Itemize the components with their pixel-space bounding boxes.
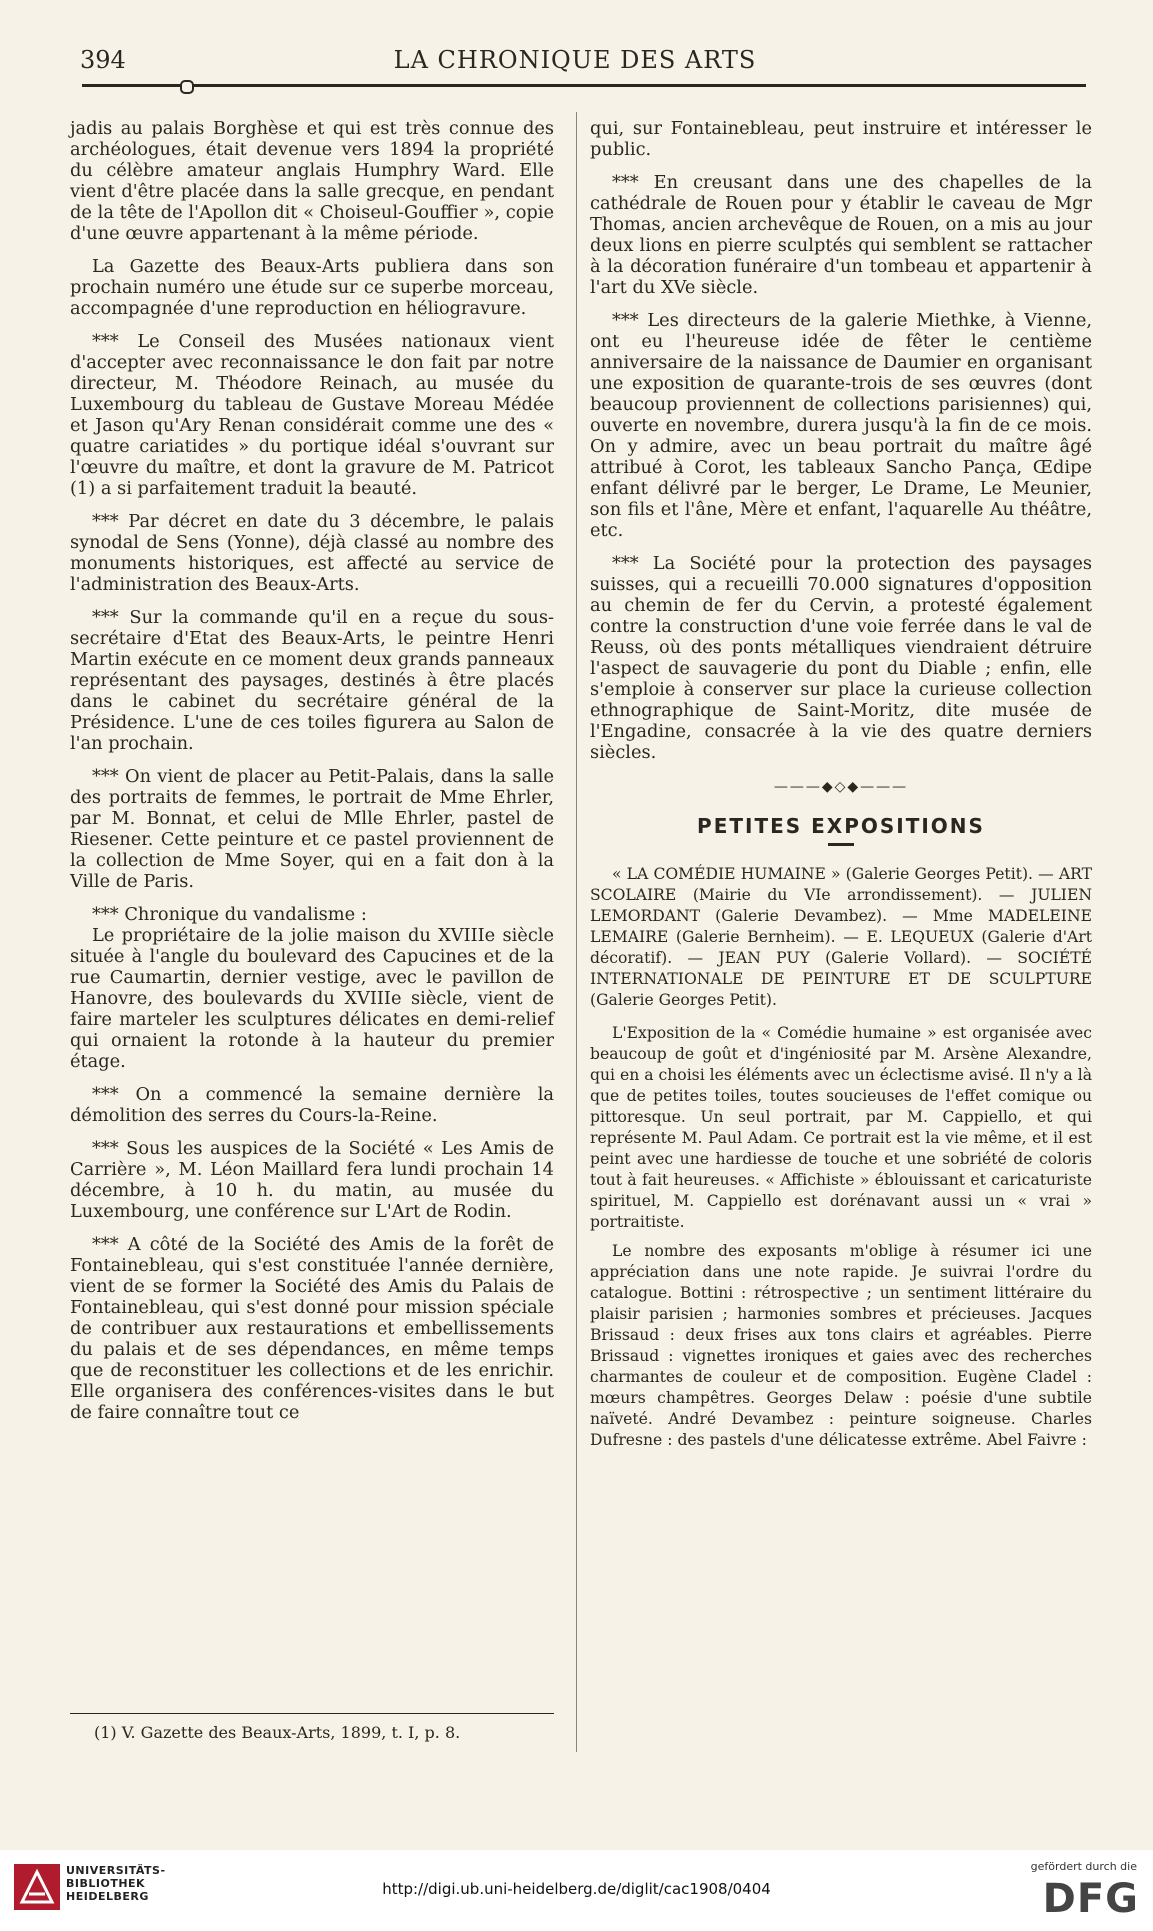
left-paragraph: jadis au palais Borghèse et qui est très connue des archéologues, était devenue vers 1894 la propriété du célèbre amateur anglais Humphry Ward. Elle vient d'être placée dans la salle grecque, en pendant de la tête de l'Apollon dit « Choiseul-Gouffier », copie d'une œuvre appartenant à la même période.	[70, 118, 554, 244]
source-url-link[interactable]: http://digi.ub.uni-heidelberg.de/diglit/cac1908/0404	[382, 1880, 771, 1898]
journal-title: LA CHRONIQUE DES ARTS	[393, 46, 757, 74]
library-name-line: BIBLIOTHEK	[66, 1877, 146, 1890]
left-paragraph: La Gazette des Beaux-Arts publiera dans son prochain numéro une étude sur ce superbe morceau, accompagnée d'une reproduction en héliogravure.	[70, 256, 554, 319]
left-paragraph: *** On a commencé la semaine dernière la démolition des serres du Cours-la-Reine.	[70, 1084, 554, 1126]
left-paragraph: *** Sous les auspices de la Société « Les Amis de Carrière », M. Léon Maillard fera lundi prochain 14 décembre, à 10 h. du matin, au musée du Luxembourg, une conférence sur L'Art de Rodin.	[70, 1138, 554, 1222]
right-column	[590, 118, 1092, 1459]
review-paragraph: Le nombre des exposants m'oblige à résumer ici une appréciation dans une note rapide. Je suivrai l'ordre du catalogue. Bottini : rétrospective ; un sentiment littéraire du plaisir parisien ; harmonies sombres et précieuses. Jacques Brissaud : deux frises aux tons clairs et agréables. Pierre Brissaud : vignettes ironiques et gaies avec des recherches charmantes de couleur et de composition. Eugène Cladel : mœurs champêtres. Georges Delaw : poésie d'une subtile naïveté. André Devambez : peinture soigneuse. Charles Dufresne : des pastels d'une délicatesse extrême. Abel Faivre :	[590, 1242, 1092, 1449]
library-name-line: HEIDELBERG	[66, 1890, 149, 1903]
right-paragraph: *** La Société pour la protection des paysages suisses, qui a recueilli 70.000 signatures d'opposition au chemin de fer du Cervin, a protesté également contre la construction d'une voie ferrée dans le val de Reuss, où des ponts métalliques viendraient détruire l'aspect de sauvagerie du pont du Diable ; enfin, elle s'emploie à conserver sur place la curieuse collection ethnographique de Saint-Moritz, dite musée de l'Engadine, consacrée à la vie des quatre derniers siècles.	[590, 553, 1092, 763]
column-divider	[576, 112, 577, 1752]
left-paragraph: Le propriétaire de la jolie maison du XVIIIe siècle située à l'angle du boulevard des Capucines et de la rue Caumartin, dernier vestige, avec le pavillon de Hanovre, des boulevards du XVIIIe siècle, vient de faire marteler les sculptures délicates en demi-relief qui ornaient la rotonde à la hauteur du premier étage.	[70, 925, 554, 1072]
section-fleuron: ———◆◇◆———	[773, 779, 909, 795]
left-paragraph: *** Le Conseil des Musées nationaux vient d'accepter avec reconnaissance le don fait par notre directeur, M. Théodore Reinach, au musée du Luxembourg du tableau de Gustave Moreau Médée et Jason qu'Ary Renan considérait comme une des « quatre cariatides » du portique idéal s'ouvrant sur l'œuvre du maître, et dont la gravure de M. Patricot (1) a si parfaitement traduit la beauté.	[70, 331, 554, 499]
section-heading: PETITES EXPOSITIONS	[697, 814, 985, 838]
right-paragraph: qui, sur Fontainebleau, peut instruire et intéresser le public.	[590, 118, 1092, 160]
page-number: 394	[80, 46, 126, 74]
header-rule-ornament	[180, 80, 194, 94]
left-paragraph: *** Par décret en date du 3 décembre, le palais synodal de Sens (Yonne), déjà classé au nombre des monuments historiques, est affecté au service de l'administration des Beaux-Arts.	[70, 511, 554, 595]
left-paragraph: *** Chronique du vandalisme :	[92, 904, 367, 925]
right-paragraph: *** Les directeurs de la galerie Miethke, à Vienne, ont eu l'heureuse idée de fêter le centième anniversaire de la naissance de Daumier en organisant une exposition de quarante-trois de ses œuvres (dont beaucoup proviennent de collections parisiennes) qui, ouverte en novembre, durera jusqu'à la fin de ce mois. On y admire, avec un beau portrait du maître âgé attribué à Corot, les tableaux Sancho Pança, Œdipe enfant délivré par le berger, Le Drame, Le Meunier, son fils et l'âne, Mère et enfant, l'aquarelle Au théâtre, etc.	[590, 310, 1092, 541]
review-paragraph: L'Exposition de la « Comédie humaine » est organisée avec beaucoup de goût et d'ingéniosité par M. Arsène Alexandre, qui en a choisi les éléments avec un éclectisme avisé. Il n'y a là que de petites toiles, toutes soucieuses de l'effet comique ou pittoresque. Un seul portrait, par M. Cappiello, et qui représente M. Paul Adam. Ce portrait est la vie même, et il est peint avec une hardiesse de touche et une sobriété de coloris tout à fait heureuses. « Affichiste » éblouissant et caricaturiste spirituel, M. Cappiello est dorénavant aussi un « vrai » portraitiste.	[590, 1024, 1092, 1231]
left-paragraph: *** Sur la commande qu'il en a reçue du sous-secrétaire d'Etat des Beaux-Arts, le peintre Henri Martin exécute en ce moment deux grands panneaux représentant des paysages, destinés à être placés dans le cabinet du secrétaire général de la Présidence. L'une de ces toiles figurera au Salon de l'an prochain.	[70, 607, 554, 754]
page-header	[60, 40, 1090, 80]
left-paragraph: *** A côté de la Société des Amis de la forêt de Fontainebleau, qui s'est constituée l'année dernière, vient de se former la Société des Amis du Palais de Fontainebleau, qui s'est donné pour mission spéciale de contribuer aux restaurations et embellissements du palais et de ses dépendances, en même temps que de reconstituer les collections et de les enrichir. Elle organisera des conférences-visites dans le but de faire connaître tout ce	[70, 1234, 554, 1423]
footnote: (1) V. Gazette des Beaux-Arts, 1899, t. I, p. 8.	[94, 1723, 461, 1742]
funder-caption: gefördert durch die	[1030, 1860, 1137, 1873]
footnote-rule	[70, 1713, 554, 1714]
dfg-logo: DFG	[1042, 1876, 1139, 1922]
header-rule	[82, 84, 1086, 87]
right-paragraph: *** En creusant dans une des chapelles de la cathédrale de Rouen pour y établir le caveau de Mgr Thomas, ancien archevêque de Rouen, on a mis au jour deux lions en pierre sculptés qui semblent se rattacher à la décoration funéraire d'un tombeau et appartenir à l'art du XVe siècle.	[590, 172, 1092, 298]
left-paragraph: *** On vient de placer au Petit-Palais, dans la salle des portraits de femmes, le portrait de Mme Ehrler, par M. Bonnat, et celui de Mlle Ehrler, pastel de Riesener. Cette peinture et ce pastel proviennent de la collection de Mme Soyer, qui en a fait don à la Ville de Paris.	[70, 766, 554, 892]
heading-dash	[828, 843, 854, 846]
left-column	[70, 118, 554, 1435]
library-name-line: UNIVERSITÄTS-	[66, 1864, 166, 1877]
digitization-footer	[0, 1850, 1153, 1931]
exhibitions-listing: « LA COMÉDIE HUMAINE » (Galerie Georges Petit). — ART SCOLAIRE (Mairie du VIe arrondissement). — JULIEN LEMORDANT (Galerie Devambez). — Mme MADELEINE LEMAIRE (Galerie Bernheim). — E. LEQUEUX (Galerie d'Art décoratif). — JEAN PUY (Galerie Vollard). — SOCIÉTÉ INTERNATIONALE DE PEINTURE ET DE SCULPTURE (Galerie Georges Petit).	[590, 865, 1092, 1009]
